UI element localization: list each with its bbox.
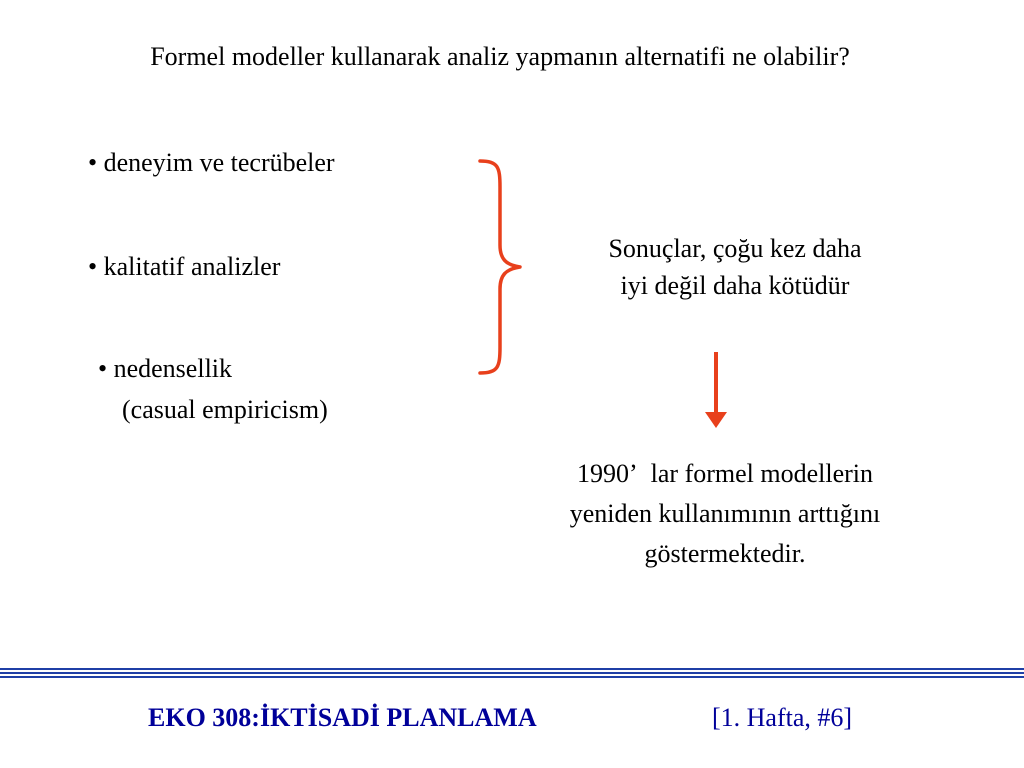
result-text <box>520 230 950 304</box>
bullet-causality-subtext: (casual empiricism) <box>122 395 328 424</box>
conclusion-line-1 <box>480 454 970 494</box>
bullet-causality: • nedensellik <box>98 354 233 383</box>
slide-footer <box>0 700 1024 740</box>
conclusion-line-1-rest: lar formel modellerin <box>650 459 874 488</box>
footer-week-number: [1. Hafta, #6] <box>712 703 853 732</box>
conclusion-apostrophe: ’ <box>628 459 638 488</box>
slide-question: Formel modeller kullanarak analiz yapmanın alternatifi ne olabilir? <box>150 42 850 71</box>
result-line-1: Sonuçlar, çoğu kez daha <box>608 234 862 263</box>
conclusion-year: 1990 <box>576 459 629 488</box>
result-line-2: iyi değil daha kötüdür <box>620 271 850 300</box>
footer-course-title: EKO 308:İKTİSADİ PLANLAMA <box>148 703 537 732</box>
conclusion-line-3: göstermektedir. <box>644 539 806 568</box>
bullet-qualitative-analysis: • kalitatif analizler <box>88 252 281 281</box>
conclusion-text <box>480 454 970 574</box>
down-arrow-icon <box>698 350 734 430</box>
bullet-experience: • deneyim ve tecrübeler <box>88 148 335 177</box>
footer-divider <box>0 668 1024 678</box>
conclusion-line-2: yeniden kullanımının arttığını <box>569 499 881 528</box>
